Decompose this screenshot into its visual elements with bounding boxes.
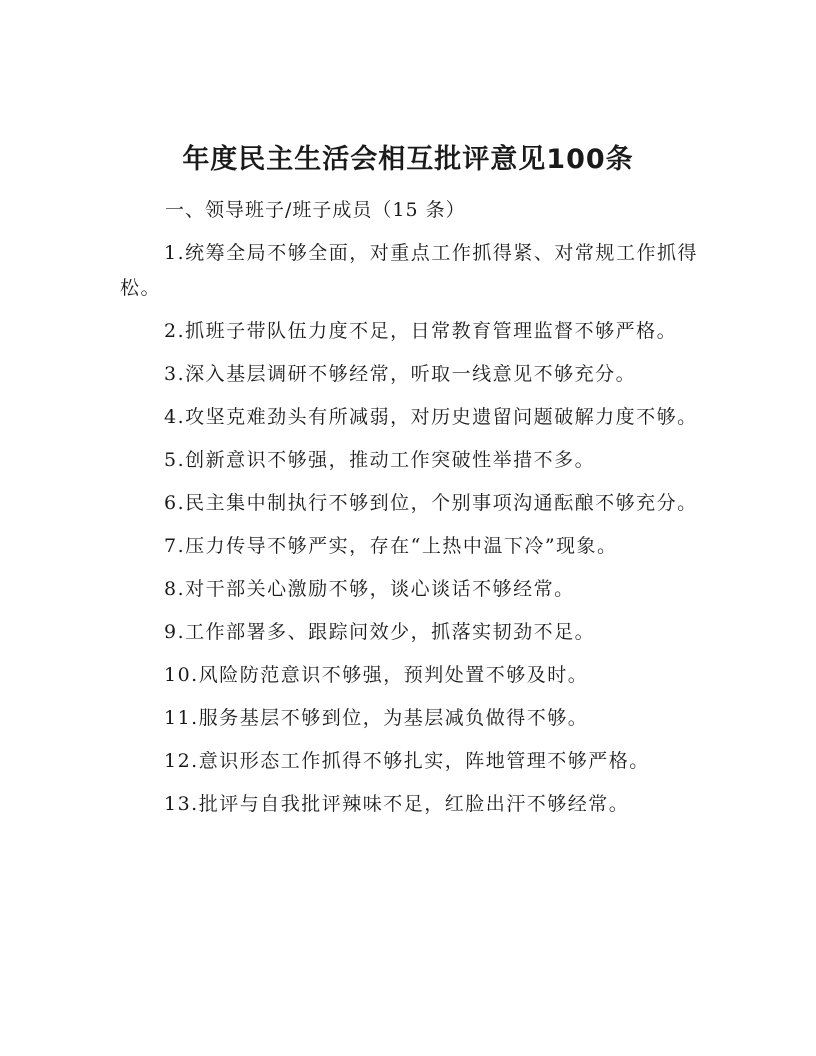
section-heading: 一、领导班子/班子成员（15 条）	[165, 199, 466, 221]
list-item: 6.民主集中制执行不够到位，个别事项沟通酝酿不够充分。	[164, 492, 698, 514]
list-item: 3.深入基层调研不够经常，听取一线意见不够充分。	[164, 363, 637, 385]
list-item: 1.统筹全局不够全面，对重点工作抓得紧、对常规工作抓得松。	[120, 242, 698, 299]
list-item: 11.服务基层不够到位，为基层减负做得不够。	[164, 707, 589, 729]
document-body	[120, 236, 698, 830]
list-item: 12.意识形态工作抓得不够扎实，阵地管理不够严格。	[164, 750, 650, 772]
list-item: 13.批评与自我批评辣味不足，红脸出汗不够经常。	[164, 793, 630, 815]
list-item: 8.对干部关心激励不够，谈心谈话不够经常。	[164, 578, 575, 600]
document-title: 年度民主生活会相互批评意见100条	[182, 144, 634, 175]
list-item: 5.创新意识不够强，推动工作突破性举措不多。	[164, 449, 596, 471]
list-item: 4.攻坚克难劲头有所减弱，对历史遗留问题破解力度不够。	[164, 406, 698, 428]
list-item: 10.风险防范意识不够强，预判处置不够及时。	[164, 664, 589, 686]
list-item: 9.工作部署多、跟踪问效少，抓落实韧劲不足。	[164, 621, 596, 643]
list-item: 7.压力传导不够严实，存在“上热中温下冷”现象。	[164, 535, 618, 557]
list-item: 2.抓班子带队伍力度不足，日常教育管理监督不够严格。	[164, 320, 678, 342]
